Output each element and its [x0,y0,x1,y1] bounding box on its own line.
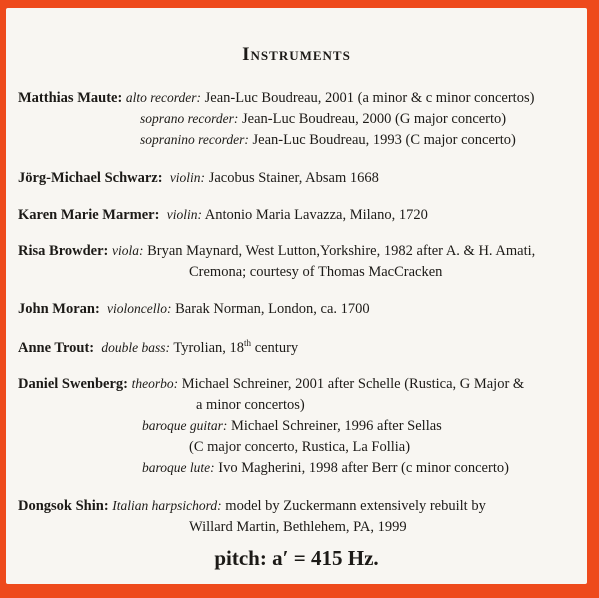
instrument-detail: model by Zuckermann extensively rebuilt by [221,498,486,514]
instrument-label: soprano recorder: [140,111,239,126]
instrument-detail: Jean-Luc Boudreau, 1993 (C major concerto) [248,132,516,148]
instrument-detail: (C major concerto, Rustica, La Follia) [189,439,411,455]
instrument-label: viola: [111,243,144,258]
musician-name: Karen Marie Marmer: [18,207,160,223]
page-title: Instruments [242,44,351,65]
entry-shin-line-2 [189,519,407,536]
entry-swenberg-line-2 [196,397,305,414]
entry-swenberg-line-5 [142,460,509,477]
instrument-label: baroque lute: [142,460,215,475]
musician-name: John Moran: [18,301,100,317]
instrument-label: violin: [169,170,206,185]
instrument-label: violin: [166,207,202,222]
instrument-detail: Cremona; courtesy of Thomas MacCracken [189,264,443,280]
instrument-detail: a minor concertos) [196,397,305,413]
instrument-detail: Jacobus Stainer, Absam 1668 [205,170,379,186]
pitch-statement: pitch: a′ = 415 Hz. [214,546,379,570]
musician-name: Matthias Maute: [18,90,123,106]
instrument-label: theorbo: [131,376,179,391]
instrument-label: double bass: [101,339,171,355]
entry-browder-line-2 [189,264,442,281]
musician-name: Risa Browder: [18,243,109,259]
liner-note-page [6,8,587,584]
instrument-detail: Antonio Maria Lavazza, Milano, 1720 [201,207,428,223]
musician-name: Daniel Swenberg: [18,376,128,392]
entry-shin [18,498,486,515]
entry-marmer [18,207,428,224]
instrument-label: baroque guitar: [142,418,228,433]
instrument-label: alto recorder: [125,90,202,105]
entry-maute-line-3 [140,132,516,149]
instrument-label: sopranino recorder: [140,132,249,147]
entry-swenberg-line-4 [189,439,410,456]
instrument-detail: Willard Martin, Bethlehem, PA, 1999 [189,519,407,535]
instrument-label: violoncello: [107,301,172,316]
instrument-detail: Tyrolian, 18 [170,339,245,356]
instrument-detail: Ivo Magherini, 1998 after Berr (c minor concerto) [214,460,509,476]
instrument-label: Italian harpsichord: [112,498,222,513]
entry-swenberg-line-3 [142,418,442,435]
entry-schwarz [18,170,379,187]
entry-browder [18,243,535,260]
instrument-detail: Michael Schreiner, 1996 after Sellas [227,418,442,434]
entry-maute-line-2 [140,111,506,128]
musician-name: Dongsok Shin: [18,498,109,514]
entry-maute [18,90,534,107]
musician-name: Anne Trout: [18,339,95,356]
instrument-detail: Jean-Luc Boudreau, 2000 (G major concerto) [238,111,507,127]
instrument-detail: Jean-Luc Boudreau, 2001 (a minor & c minor concertos) [201,90,535,106]
instrument-detail-end: century [251,339,299,356]
entry-moran [18,301,370,318]
ordinal-suffix: th [244,338,252,348]
instrument-detail: Barak Norman, London, ca. 1700 [171,301,370,317]
instrument-detail: Michael Schreiner, 2001 after Schelle (Rustica, G Major & [178,376,525,392]
entry-trout [18,338,298,357]
instrument-detail: Bryan Maynard, West Lutton,Yorkshire, 1982 after A. & H. Amati, [143,243,536,259]
musician-name: Jörg-Michael Schwarz: [18,170,163,186]
entry-swenberg [18,376,524,393]
